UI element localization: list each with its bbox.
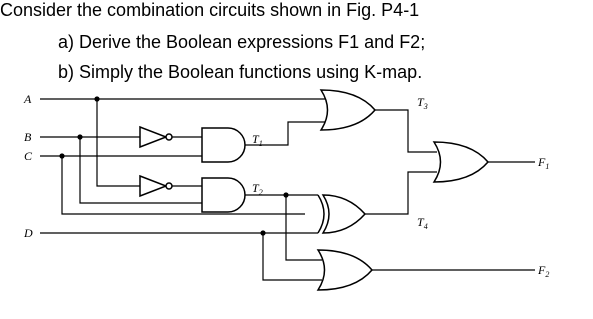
label-t1: $T_1$ [252, 132, 263, 148]
and-gate-t2 [202, 178, 245, 212]
and-gate-t1 [202, 128, 245, 162]
label-b: B [24, 130, 32, 144]
label-f1: $F_1$ [538, 155, 550, 171]
junction-d [260, 230, 265, 235]
junction-a [94, 96, 99, 101]
wires [40, 99, 535, 280]
wire-a-branch [97, 99, 140, 186]
label-a: A [24, 92, 32, 106]
junction-c [59, 153, 64, 158]
question-part-a: a) Derive the Boolean expressions F1 and F2; [58, 32, 426, 52]
label-f2: $F_2$ [538, 263, 550, 279]
question-title: Consider the combination circuits shown in Fig. P4-1 [0, 0, 420, 20]
wire-t3 [375, 110, 437, 152]
junction-t2 [283, 192, 288, 197]
inverter-a [140, 176, 172, 196]
or-gate-f1 [434, 142, 488, 182]
wire-c-branch [62, 156, 305, 214]
wire-d-branch [263, 233, 322, 280]
label-t2: $T_2$ [252, 181, 263, 197]
or-gate-t3 [321, 90, 375, 130]
wire-t2-branch [286, 195, 322, 260]
junctions [59, 96, 288, 235]
xor-gate-t4 [318, 195, 365, 233]
junction-b [77, 134, 82, 139]
label-d: D [24, 226, 33, 240]
wire-t4 [365, 172, 437, 214]
inverter-b [140, 127, 172, 147]
question-part-b: b) Simply the Boolean functions using K-map. [58, 62, 423, 82]
or-gate-f2 [318, 250, 372, 290]
label-t4: $T_4$ [417, 215, 428, 231]
label-t3: $T_3$ [417, 95, 428, 111]
label-c: C [24, 149, 33, 163]
